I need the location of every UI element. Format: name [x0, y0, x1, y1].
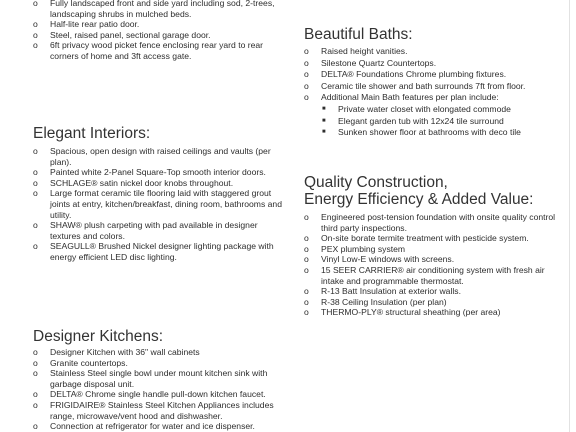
list-item: o Vinyl Low-E windows with screens. [304, 254, 566, 265]
list-item: o On-site borate termite treatment with pesticide system. [304, 233, 566, 244]
list-item: o Large format ceramic tile flooring laid with staggered grout joints at entry, kitchen/breakfast, dining room, bathrooms and utility. [33, 188, 285, 220]
list-item: o Granite countertops. [33, 358, 285, 369]
section-interiors [33, 126, 285, 263]
sub-list-item: ■ Sunken shower floor at bathrooms with deco tile [321, 127, 566, 139]
quality-list [304, 212, 566, 318]
list-item: o Painted white 2-Panel Square-Top smooth interior doors. [33, 167, 285, 178]
list-item: o Silestone Quartz Countertops. [304, 58, 566, 70]
list-item: o Spacious, open design with raised ceilings and vaults (per plan). [33, 146, 285, 167]
section-kitchens [33, 329, 285, 432]
section-heading: Elegant Interiors: [33, 125, 151, 142]
section-exterior [33, 0, 285, 62]
list-item: o DELTA® Foundations Chrome plumbing fixtures. [304, 69, 566, 81]
list-item: o Connection at refrigerator for water and ice dispenser. [33, 421, 285, 432]
sub-list-item: ■ Private water closet with elongated commode [321, 104, 566, 116]
list-item: o FRIGIDAIRE® Stainless Steel Kitchen Appliances includes range, microwave/vent hood and dishwasher. [33, 400, 285, 421]
list-item: o PEX plumbing system [304, 244, 566, 255]
sub-list-item: ■ Elegant garden tub with 12x24 tile surround [321, 116, 566, 128]
list-item: o Stainless Steel single bowl under mount kitchen sink with garbage disposal unit. [33, 368, 285, 389]
list-item: o SEAGULL® Brushed Nickel designer lighting package with energy efficient LED disc lighting. [33, 241, 285, 262]
heading-line: Energy Efficiency & Added Value: [304, 191, 534, 208]
list-item: o R-38 Ceiling Insulation (per plan) [304, 297, 566, 308]
page-edge-divider [569, 0, 570, 432]
list-item: o R-13 Batt Insulation at exterior walls. [304, 286, 566, 297]
section-quality [304, 174, 566, 318]
list-item: o 15 SEER CARRIER® air conditioning system with fresh air intake and programmable thermostat. [304, 265, 566, 286]
list-item: o THERMO-PLY® structural sheathing (per area) [304, 307, 566, 318]
list-item: o Half-lite rear patio door. [33, 19, 285, 30]
list-item: o SHAW® plush carpeting with pad available in designer textures and colors. [33, 220, 285, 241]
section-heading: Designer Kitchens: [33, 328, 164, 345]
list-item-label: Additional Main Bath features per plan include: [321, 92, 499, 103]
list-item: o Ceramic tile shower and bath surrounds 7ft from floor. [304, 81, 566, 93]
baths-list [304, 46, 566, 139]
section-heading: Beautiful Baths: [304, 26, 413, 43]
list-item [304, 92, 566, 138]
kitchens-list [33, 347, 285, 432]
section-baths [304, 27, 566, 139]
list-item: o 6ft privacy wood picket fence enclosing rear yard to rear corners of home and 3ft access gate. [33, 40, 285, 61]
section-heading [304, 174, 566, 208]
list-item: o Designer Kitchen with 36" wall cabinets [33, 347, 285, 358]
list-item: o Fully landscaped front and side yard including sod, 2-trees, landscaping shrubs in mulched beds. [33, 0, 285, 19]
main-bath-features-list [321, 104, 566, 139]
heading-line: Quality Construction, [304, 174, 448, 191]
exterior-list [33, 0, 285, 62]
list-item: o Raised height vanities. [304, 46, 566, 58]
list-item: o Steel, raised panel, sectional garage door. [33, 30, 285, 41]
list-item: o SCHLAGE® satin nickel door knobs throughout. [33, 178, 285, 189]
list-item: o Engineered post-tension foundation with onsite quality control third party inspections. [304, 212, 566, 233]
interiors-list [33, 146, 285, 263]
list-item: o DELTA® Chrome single handle pull-down kitchen faucet. [33, 389, 285, 400]
